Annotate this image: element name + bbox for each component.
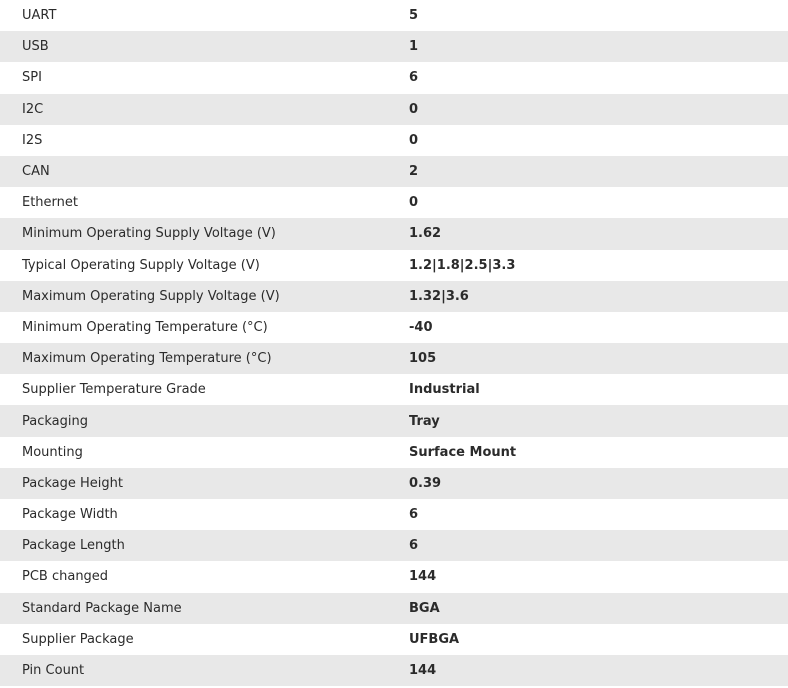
spec-value: 105 — [409, 351, 437, 367]
spec-name: CAN — [22, 164, 50, 180]
spec-row — [0, 624, 788, 655]
spec-name: Package Height — [22, 475, 123, 491]
spec-row — [0, 655, 788, 686]
spec-row — [0, 374, 788, 405]
spec-value: 0.39 — [409, 475, 442, 491]
spec-name: I2C — [22, 101, 44, 117]
spec-name: Pin Count — [22, 663, 85, 679]
spec-row — [0, 125, 788, 156]
spec-row — [0, 343, 788, 374]
spec-value: 6 — [409, 538, 419, 554]
spec-row — [0, 250, 788, 281]
spec-row — [0, 31, 788, 62]
spec-value: 0 — [409, 101, 419, 117]
spec-value: -40 — [409, 319, 433, 335]
spec-name: SPI — [22, 70, 42, 86]
spec-row — [0, 62, 788, 93]
spec-name: Packaging — [22, 413, 88, 429]
spec-row — [0, 218, 788, 249]
spec-name: Minimum Operating Temperature (°C) — [22, 319, 268, 335]
spec-name: Maximum Operating Supply Voltage (V) — [22, 288, 280, 304]
spec-row — [0, 156, 788, 187]
spec-value: 0 — [409, 132, 419, 148]
spec-row — [0, 405, 788, 436]
spec-name: Minimum Operating Supply Voltage (V) — [22, 226, 276, 242]
spec-value: 6 — [409, 507, 419, 523]
spec-row — [0, 187, 788, 218]
spec-name: Ethernet — [22, 195, 78, 211]
spec-value: 1.62 — [409, 226, 442, 242]
spec-name: Typical Operating Supply Voltage (V) — [22, 257, 260, 273]
spec-name: I2S — [22, 132, 43, 148]
spec-name: Supplier Temperature Grade — [22, 382, 206, 398]
spec-value: 1 — [409, 39, 419, 55]
spec-name: Maximum Operating Temperature (°C) — [22, 351, 272, 367]
spec-row — [0, 281, 788, 312]
spec-name: Package Width — [22, 507, 118, 523]
spec-value: Tray — [409, 413, 440, 429]
spec-value: 144 — [409, 569, 437, 585]
spec-name: Standard Package Name — [22, 600, 182, 616]
spec-row — [0, 561, 788, 592]
spec-row — [0, 530, 788, 561]
spec-value: UFBGA — [409, 631, 460, 647]
spec-name: Supplier Package — [22, 631, 134, 647]
spec-row — [0, 437, 788, 468]
spec-value: Industrial — [409, 382, 480, 398]
spec-name: USB — [22, 39, 49, 55]
spec-value: 5 — [409, 8, 419, 24]
spec-row — [0, 0, 788, 31]
spec-row — [0, 499, 788, 530]
spec-value: Surface Mount — [409, 444, 517, 460]
spec-value: 1.32|3.6 — [409, 288, 469, 304]
spec-row — [0, 593, 788, 624]
spec-value: 1.2|1.8|2.5|3.3 — [409, 257, 516, 273]
spec-name: Mounting — [22, 444, 83, 460]
spec-value: 6 — [409, 70, 419, 86]
spec-value: BGA — [409, 600, 440, 616]
spec-name: PCB changed — [22, 569, 109, 585]
spec-value: 144 — [409, 663, 437, 679]
spec-name: UART — [22, 8, 57, 24]
spec-row — [0, 94, 788, 125]
spec-value: 0 — [409, 195, 419, 211]
spec-name: Package Length — [22, 538, 125, 554]
spec-row — [0, 312, 788, 343]
spec-row — [0, 468, 788, 499]
spec-value: 2 — [409, 164, 419, 180]
